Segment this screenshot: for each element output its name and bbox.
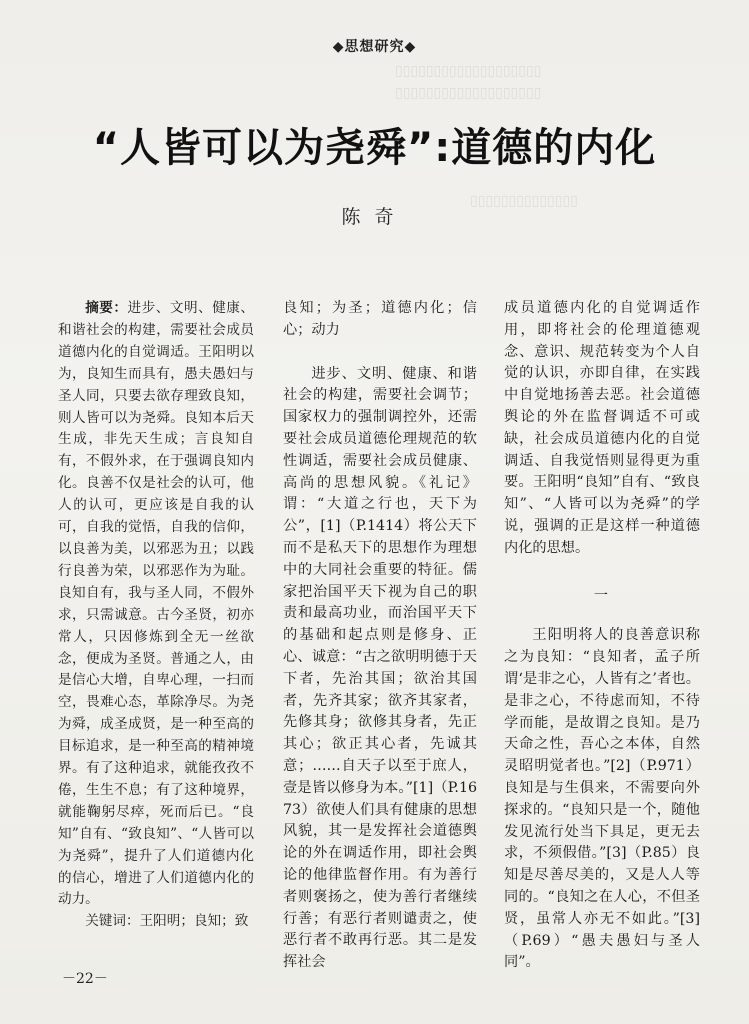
article-author: 陈奇 (341, 206, 408, 228)
abstract-label: 摘要： (85, 300, 128, 316)
keywords-paragraph (58, 911, 254, 933)
keywords-continuation: 良知；为圣；道德内化；信心；动力 (283, 300, 477, 338)
page-number: －22－ (62, 971, 108, 987)
body-paragraph-section-one: 王阳明将人的良善意识称之为良知：“良知者，孟子所谓‘是非之心，人皆有之’者也。是非之心，不待虑而知，不待学而能，是故谓之良知。是乃天命之性，吾心之本体，自然灵昭明觉者也。”[2]（P.971）良知是与生俱来，不需要向外探求的。“良知只是一个，随他发见流行处当下具足，更无去求，不须假借。”[3]（P.85）良知是尽善尽美的，又是人人等同的。“良知之在人心，不但圣贤，虽常人亦无不如此。”[3]（P.69）“愚夫愚妇与圣人同”。 (504, 627, 700, 971)
keywords-text-part1: 王阳明；良知；致 (139, 913, 249, 930)
section-number: 一 (593, 587, 611, 604)
abstract-text: 进步、文明、健康、和谐社会的构建，需要社会成员道德内化的自觉调适。王阳明以为，良知生而具有，愚夫愚妇与圣人同，只要去欲存理致良知，则人皆可以为尧舜。良知本后天生成，非先天生成；言良知自有，不假外求，在于强调良知内化。良善不仅是社会的认可，他人的认可，更应该是自我的认可，自我的觉悟，自我的信仰，以良善为美，以邪恶为丑；以践行良善为荣，以邪恶作为为耻。良知自有，我与圣人同，不假外求，只需诚意。古今圣贤，初亦常人，只因修炼到全无一丝欲念，便成为圣贤。普通之人，由是信心大增，自卑心理，一扫而空，畏难心态，革除净尽。为尧为舜，成圣成贤，是一种至高的目标追求，是一种至高的精神境界。有了这种追求，就能孜孜不倦，生生不息；有了这种境界，就能鞠躬尽瘁，死而后已。“良知”自有、“致良知”、“人皆可以为尧舜”，提升了人们道德内化的信心，增进了人们道德内化的动力。 (58, 300, 255, 908)
abstract-paragraph (58, 298, 254, 911)
bleed-through-texture: ▯▯▯▯▯▯▯▯▯▯▯▯▯▯▯▯▯▯▯ (395, 85, 542, 101)
bleed-through-texture: ▯▯▯▯▯▯▯▯▯▯▯▯▯▯▯▯▯▯▯ (395, 63, 542, 79)
bleed-through-texture: ▯▯▯▯▯▯▯▯▯▯▯▯▯▯ (470, 193, 578, 209)
section-tag: ◆思想研究◆ (332, 39, 417, 55)
column-right (504, 298, 700, 974)
column-left (58, 298, 254, 933)
article-title: “人皆可以为尧舜”:道德的内化 (92, 125, 657, 171)
keywords-label: 关键词： (85, 913, 140, 930)
spacer (283, 342, 477, 364)
body-paragraph-intro: 进步、文明、健康、和谐社会的构建，需要社会调节；国家权力的强制调控外，还需要社会成员道德伦理规范的软性调适，需要社会成员健康、高尚的思想风貌。《礼记》谓：“大道之行也，天下为公”，[1]（P.1414）将公天下而不是私天下的思想作为理想中的大同社会重要的特征。儒家把治国平天下视为自己的职责和最高功业，而治国平天下的基础和起点则是修身、正心、诚意：“古之欲明明德于天下者，先治其国；欲治其国者，先齐其家；欲齐其家者，先修其身；欲修其身者，先正其心；欲正其心者，先诚其意；……自天子以至于庶人，壹是皆以修身为本。”[1]（P.1673）欲使人们具有健康的思想风貌，其一是发挥社会道德舆论的外在调适作用，即社会舆论的他律监督作用。有为善行者则褒扬之，使为善行者继续行善；有恶行者则谴责之，使恶行者不敢再行恶。其二是发挥社会 (283, 365, 477, 971)
column-middle (283, 298, 477, 974)
body-paragraph-continuation: 成员道德内化的自觉调适作用，即将社会的伦理道德观念、意识、规范转变为个人自觉的认识，亦即自律，在实践中自觉地扬善去恶。社会道德舆论的外在监督调适不可或缺，社会成员道德内化的自觉调适、自我觉悟则显得更为重要。王阳明“良知”自有、“致良知”、“人皆可以为尧舜”的学说，强调的正是这样一种道德内化的思想。 (504, 300, 700, 556)
